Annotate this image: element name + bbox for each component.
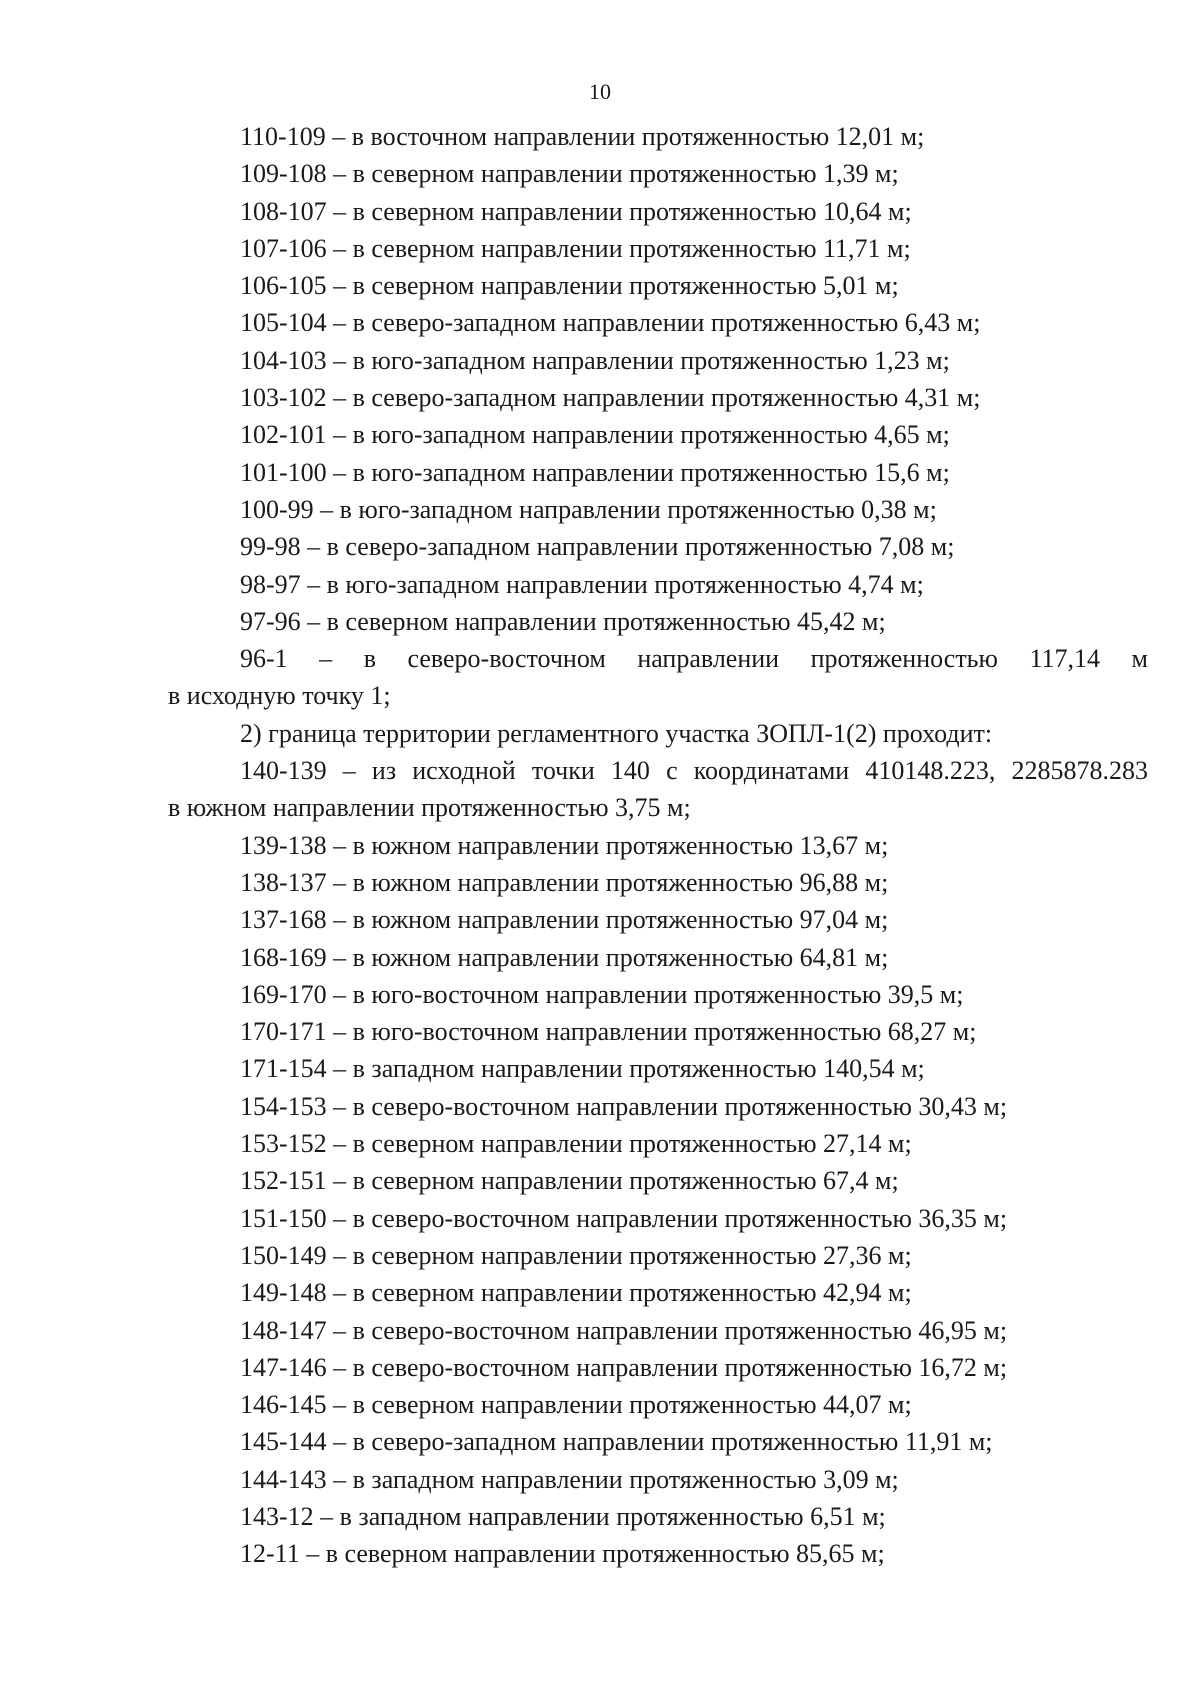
boundary-segment-line: 12-11 – в северном направлении протяженностью 85,65 м; bbox=[240, 1539, 885, 1569]
boundary-segment-line: 137-168 – в южном направлении протяженностью 97,04 м; bbox=[240, 905, 889, 935]
boundary-segment-140-139-continuation: в южном направлении протяженностью 3,75 м; bbox=[168, 793, 691, 823]
boundary-segment-line: 100-99 – в юго-западном направлении протяженностью 0,38 м; bbox=[240, 494, 937, 524]
boundary-segment-line: 101-100 – в юго-западном направлении протяженностью 15,6 м; bbox=[240, 457, 950, 487]
page-number: 10 bbox=[589, 79, 611, 104]
boundary-segment-line: 138-137 – в южном направлении протяженностью 96,88 м; bbox=[240, 867, 889, 897]
boundary-segment-line: 150-149 – в северном направлении протяженностью 27,36 м; bbox=[240, 1240, 912, 1270]
boundary-segment-line: 170-171 – в юго-восточном направлении протяженностью 68,27 м; bbox=[240, 1017, 977, 1047]
boundary-segment-140-139: 140-139 – из исходной точки 140 с координатами 410148.223, 2285878.283 bbox=[240, 756, 1148, 786]
boundary-segment-line: 97-96 – в северном направлении протяженностью 45,42 м; bbox=[240, 606, 886, 636]
boundary-segment-line: 108-107 – в северном направлении протяженностью 10,64 м; bbox=[240, 196, 912, 226]
boundary-segment-line: 149-148 – в северном направлении протяженностью 42,94 м; bbox=[240, 1278, 912, 1308]
boundary-segment-line: 102-101 – в юго-западном направлении протяженностью 4,65 м; bbox=[240, 420, 950, 450]
boundary-segment-line: 105-104 – в северо-западном направлении протяженностью 6,43 м; bbox=[240, 308, 981, 338]
boundary-segment-line: 148-147 – в северо-восточном направлении протяженностью 46,95 м; bbox=[240, 1315, 1008, 1345]
boundary-segment-line: 147-146 – в северо-восточном направлении протяженностью 16,72 м; bbox=[240, 1352, 1008, 1382]
boundary-segment-line: 144-143 – в западном направлении протяженностью 3,09 м; bbox=[240, 1464, 899, 1494]
boundary-segment-line: 103-102 – в северо-западном направлении протяженностью 4,31 м; bbox=[240, 383, 981, 413]
boundary-segment-line: 154-153 – в северо-восточном направлении протяженностью 30,43 м; bbox=[240, 1091, 1008, 1121]
boundary-segment-line: 139-138 – в южном направлении протяженностью 13,67 м; bbox=[240, 830, 889, 860]
boundary-segment-line: 98-97 – в юго-западном направлении протяженностью 4,74 м; bbox=[240, 569, 924, 599]
boundary-segment-line: 143-12 – в западном направлении протяженностью 6,51 м; bbox=[240, 1501, 886, 1531]
boundary-segment-line: 151-150 – в северо-восточном направлении протяженностью 36,35 м; bbox=[240, 1203, 1008, 1233]
boundary-segment-line: 145-144 – в северо-западном направлении протяженностью 11,91 м; bbox=[240, 1427, 993, 1457]
document-body bbox=[168, 118, 1148, 1573]
boundary-segment-line: 171-154 – в западном направлении протяженностью 140,54 м; bbox=[240, 1054, 925, 1084]
boundary-segment-line: 168-169 – в южном направлении протяженностью 64,81 м; bbox=[240, 942, 889, 972]
boundary-segment-list-part1 bbox=[168, 118, 1148, 640]
boundary-segment-line: 152-151 – в северном направлении протяженностью 67,4 м; bbox=[240, 1166, 899, 1196]
boundary-segment-line: 110-109 – в восточном направлении протяженностью 12,01 м; bbox=[240, 122, 925, 151]
boundary-segment-line: 107-106 – в северном направлении протяженностью 11,71 м; bbox=[240, 233, 911, 263]
section-2-heading: 2) граница территории регламентного участка ЗОПЛ-1(2) проходит: bbox=[240, 718, 993, 748]
boundary-segment-line: 146-145 – в северном направлении протяженностью 44,07 м; bbox=[240, 1390, 912, 1420]
boundary-segment-line: 106-105 – в северном направлении протяженностью 5,01 м; bbox=[240, 271, 899, 301]
boundary-segment-list-part2 bbox=[168, 827, 1148, 1573]
boundary-segment-96-1-continuation: в исходную точку 1; bbox=[168, 681, 391, 711]
boundary-segment-line: 153-152 – в северном направлении протяженностью 27,14 м; bbox=[240, 1129, 912, 1159]
boundary-segment-line: 104-103 – в юго-западном направлении протяженностью 1,23 м; bbox=[240, 345, 950, 375]
boundary-segment-line: 109-108 – в северном направлении протяженностью 1,39 м; bbox=[240, 159, 899, 189]
boundary-segment-line: 99-98 – в северо-западном направлении протяженностью 7,08 м; bbox=[240, 532, 955, 562]
boundary-segment-line: 169-170 – в юго-восточном направлении протяженностью 39,5 м; bbox=[240, 979, 964, 1009]
boundary-segment-96-1: 96-1 – в северо-восточном направлении протяженностью 117,14 м bbox=[240, 644, 1148, 674]
